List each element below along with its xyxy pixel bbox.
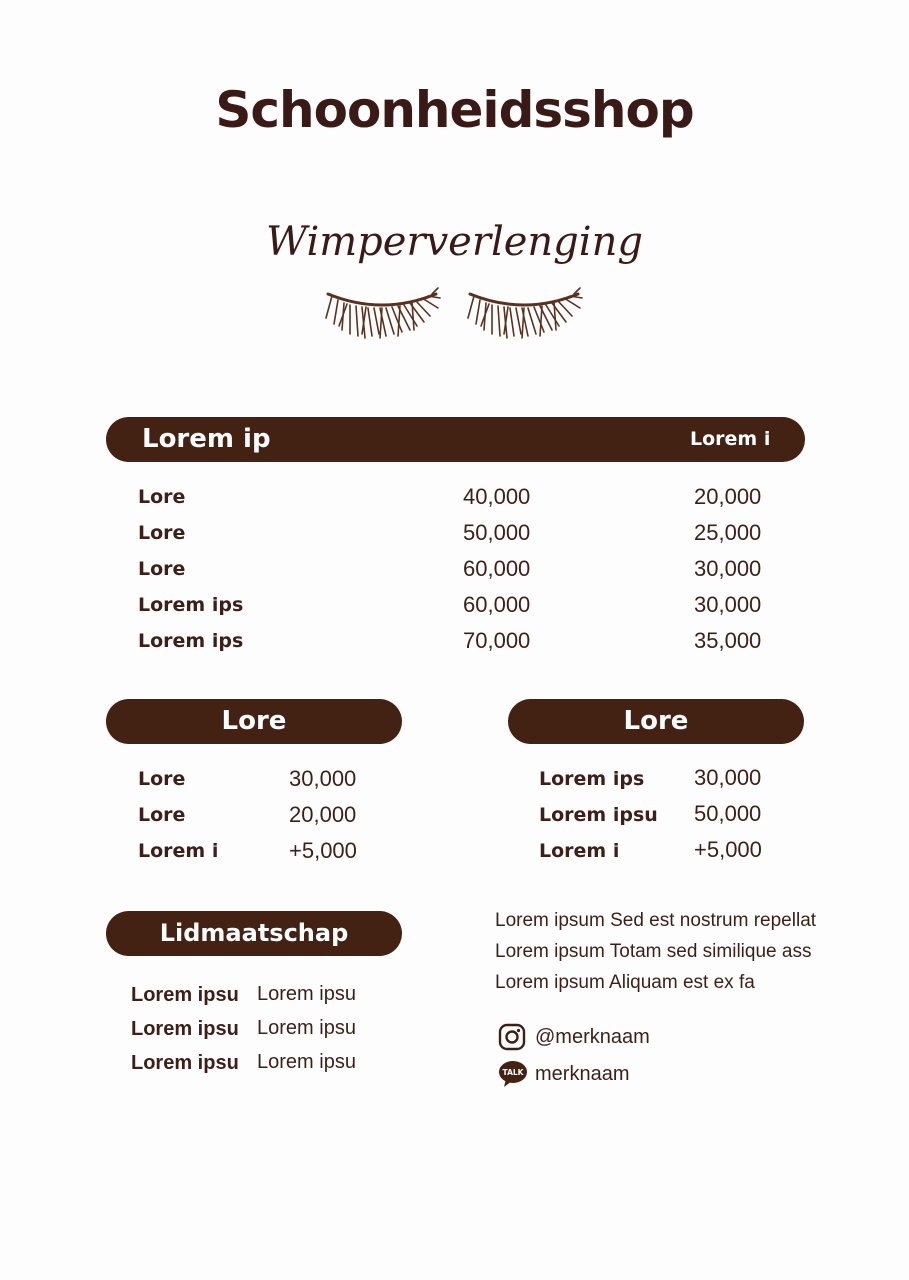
- left-section-title: Lore: [221, 706, 287, 736]
- table-row: [0, 622, 909, 658]
- left-section-header: [106, 699, 402, 744]
- membership-label: Lorem ipsu: [131, 1018, 239, 1040]
- row-price: 50,000: [463, 520, 531, 545]
- note-line: Lorem ipsum Sed est nostrum repellat: [495, 910, 817, 931]
- table-row: [0, 478, 909, 514]
- list-item: [0, 980, 460, 1014]
- instagram-contact[interactable]: [498, 1022, 818, 1052]
- item-label: Lorem ips: [539, 768, 645, 790]
- main-table-header: [106, 417, 805, 462]
- item-label: Lorem i: [138, 840, 219, 862]
- table-row: [0, 514, 909, 550]
- item-price: +5,000: [289, 838, 357, 863]
- membership-label: Lorem ipsu: [131, 984, 239, 1006]
- list-item: [0, 796, 909, 832]
- right-section-title: Lore: [623, 706, 689, 736]
- note-line: Lorem ipsum Totam sed similique ass: [495, 941, 812, 962]
- page-subtitle: Wimperverlenging: [266, 219, 643, 265]
- talk-handle: merknaam: [535, 1063, 630, 1085]
- list-item: [0, 760, 909, 796]
- row-label: Lore: [138, 522, 186, 544]
- item-price: 30,000: [694, 765, 762, 790]
- row-label: Lorem ips: [138, 594, 244, 616]
- membership-value: Lorem ipsu: [257, 1017, 356, 1039]
- notes: [495, 910, 875, 1003]
- list-item: [0, 1014, 460, 1048]
- row-price: 70,000: [463, 628, 531, 653]
- row-discount: 30,000: [694, 592, 762, 617]
- membership-title: Lidmaatschap: [159, 919, 349, 947]
- page-title: Schoonheidsshop: [215, 81, 694, 139]
- membership-value: Lorem ipsu: [257, 983, 356, 1005]
- item-price: 50,000: [694, 801, 762, 826]
- talk-badge-text: TALK: [502, 1068, 524, 1077]
- row-label: Lore: [138, 558, 186, 580]
- row-discount: 20,000: [694, 484, 762, 509]
- table-row: [0, 586, 909, 622]
- instagram-handle: @merknaam: [535, 1026, 650, 1048]
- row-price: 60,000: [463, 556, 531, 581]
- item-label: Lorem ipsu: [539, 804, 658, 826]
- item-label: Lore: [138, 804, 186, 826]
- main-table-header-right: Lorem i: [690, 428, 771, 450]
- row-label: Lore: [138, 486, 186, 508]
- membership-label: Lorem ipsu: [131, 1052, 239, 1074]
- item-price: 30,000: [289, 766, 357, 791]
- row-price: 60,000: [463, 592, 531, 617]
- list-item: [0, 1048, 460, 1082]
- closed-eyelashes-icon: [322, 286, 584, 346]
- note-line: Lorem ipsum Aliquam est ex fa: [495, 972, 755, 993]
- kakaotalk-icon: [498, 1060, 528, 1088]
- row-discount: 30,000: [694, 556, 762, 581]
- item-label: Lore: [138, 768, 186, 790]
- right-section-header: [508, 699, 804, 744]
- membership-value: Lorem ipsu: [257, 1051, 356, 1073]
- row-discount: 25,000: [694, 520, 762, 545]
- talk-contact[interactable]: [498, 1059, 818, 1089]
- table-row: [0, 550, 909, 586]
- item-price: +5,000: [694, 837, 762, 862]
- instagram-icon: [498, 1023, 526, 1051]
- membership-header: [106, 911, 402, 956]
- list-item: [0, 832, 909, 868]
- main-table-header-left: Lorem ip: [142, 424, 271, 454]
- row-label: Lorem ips: [138, 630, 244, 652]
- item-label: Lorem i: [539, 840, 620, 862]
- row-price: 40,000: [463, 484, 531, 509]
- item-price: 20,000: [289, 802, 357, 827]
- row-discount: 35,000: [694, 628, 762, 653]
